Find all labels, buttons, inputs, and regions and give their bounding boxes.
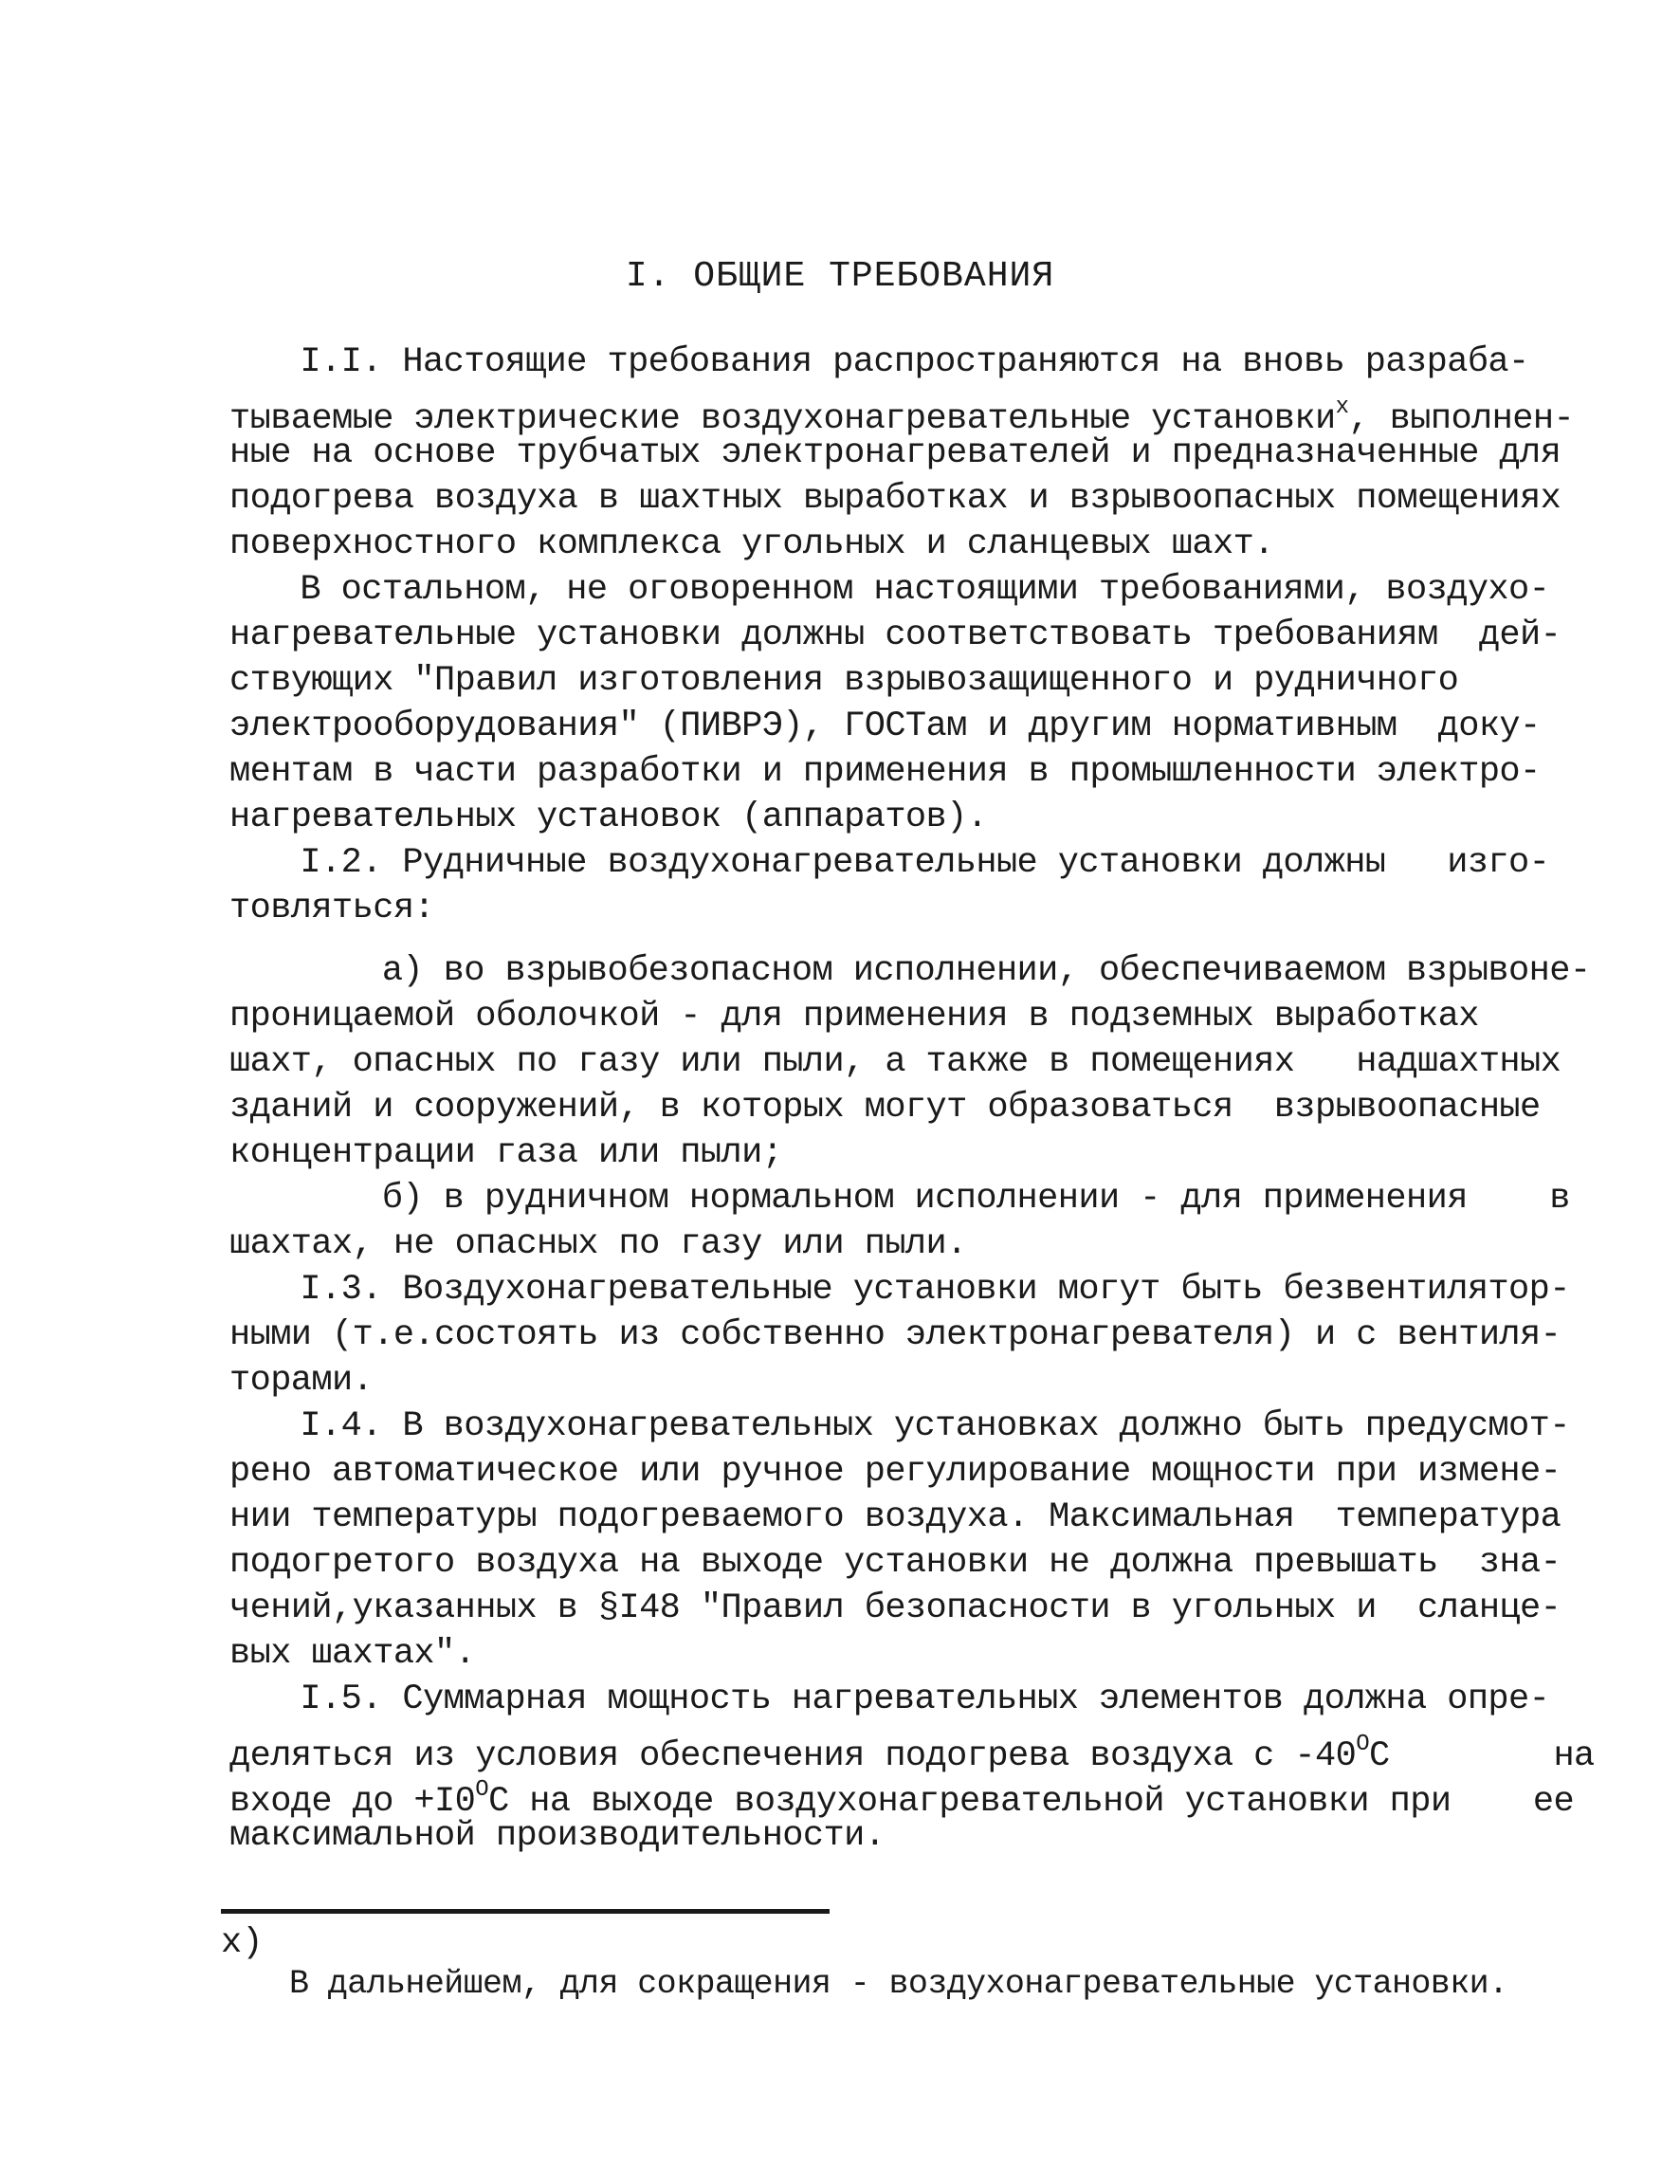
section-heading: I. ОБЩИЕ ТРЕБОВАНИЯ [625,256,1055,297]
text-line: подогретого воздуха на выходе установки не должна превышать зна- [229,1543,1561,1583]
text-line: I.2. Рудничные воздухонагревательные установки должны изго- [218,843,1550,883]
text-line: проницаемой оболочкой - для применения в подземных выработках [229,997,1479,1037]
text-line: шахтах, не опасных по газу или пыли. [229,1224,967,1264]
text-line: I.4. В воздухонагревательных установках должно быть предусмот- [218,1406,1570,1446]
text-line: деляться из условия обеспечения подогрева воздуха с $-40^OC$ на [229,1732,1595,1776]
text-line: нагревательные установки должны соответствовать требованиям дей- [229,615,1561,655]
text-line: зданий и сооружений, в которых могут образоваться взрывоопасные [229,1088,1541,1128]
degree-sign: O [475,1777,489,1803]
text-line: чений,указанных в §I48 "Правил безопасности в угольных и сланце- [229,1588,1561,1628]
text-line: торами. [229,1361,374,1401]
text-line: рено автоматическое или ручное регулирование мощности при измене- [229,1452,1561,1492]
footnote-mark: x) [221,1923,264,1963]
text-line: нии температуры подогреваемого воздуха. Максимальная температура [229,1497,1561,1537]
footnote-text: В дальнейшем, для сокращения - воздухонагревательные установки. [289,1965,1508,2003]
text-line: ными (т.е.состоять из собственно электронагревателя) и с вентиля- [229,1315,1561,1355]
text-line: а) во взрывобезопасном исполнении, обеспечиваемом взрывоне- [218,951,1591,991]
text-line: ствующих "Правил изготовления взрывозащищенного и рудничного [229,661,1459,701]
text-line: поверхностного комплекса угольных и сланцевых шахт. [229,524,1274,564]
text-line: I.5. Суммарная мощность нагревательных элементов должна опре- [218,1679,1550,1719]
text-line: ные на основе трубчатых электронагревателей и предназначенные для [229,433,1561,473]
footnote-reference: x [1335,395,1349,420]
text-line: I.3. Воздухонагревательные установки могут быть безвентилятор- [218,1270,1570,1310]
text-line: электрооборудования" (ПИВРЭ), ГОСТам и другим нормативным доку- [229,707,1541,746]
text-line: В остальном, не оговоренном настоящими требованиями, воздухо- [218,570,1550,610]
degree-sign: O [1356,1732,1370,1757]
text-line: ментам в части разработки и применения в промышленности электро- [229,752,1541,792]
text-line: б) в рудничном нормальном исполнении - для применения в [218,1179,1570,1219]
footnote-divider [221,1909,830,1914]
text-line: товляться: [229,889,435,928]
text-line: максимальной производительности. [229,1816,886,1856]
text-line: подогрева воздуха в шахтных выработках и взрывоопасных помещениях [229,479,1561,519]
text-line: нагревательных установок (аппаратов). [229,798,988,837]
text-line: I.I. Настоящие требования распространяются на вновь разраба- [218,342,1529,382]
text-line: входе до $+I0^OC$ на выходе воздухонагревательной установки при ее [229,1777,1575,1822]
text-line: вых шахтах". [229,1634,476,1674]
text-line: шахт, опасных по газу или пыли, а также в помещениях надшахтных [229,1042,1561,1082]
text-line: тываемые электрические воздухонагревательные установки$^x$, выполнен- [229,395,1575,439]
text-line: концентрации газа или пыли; [229,1133,783,1173]
